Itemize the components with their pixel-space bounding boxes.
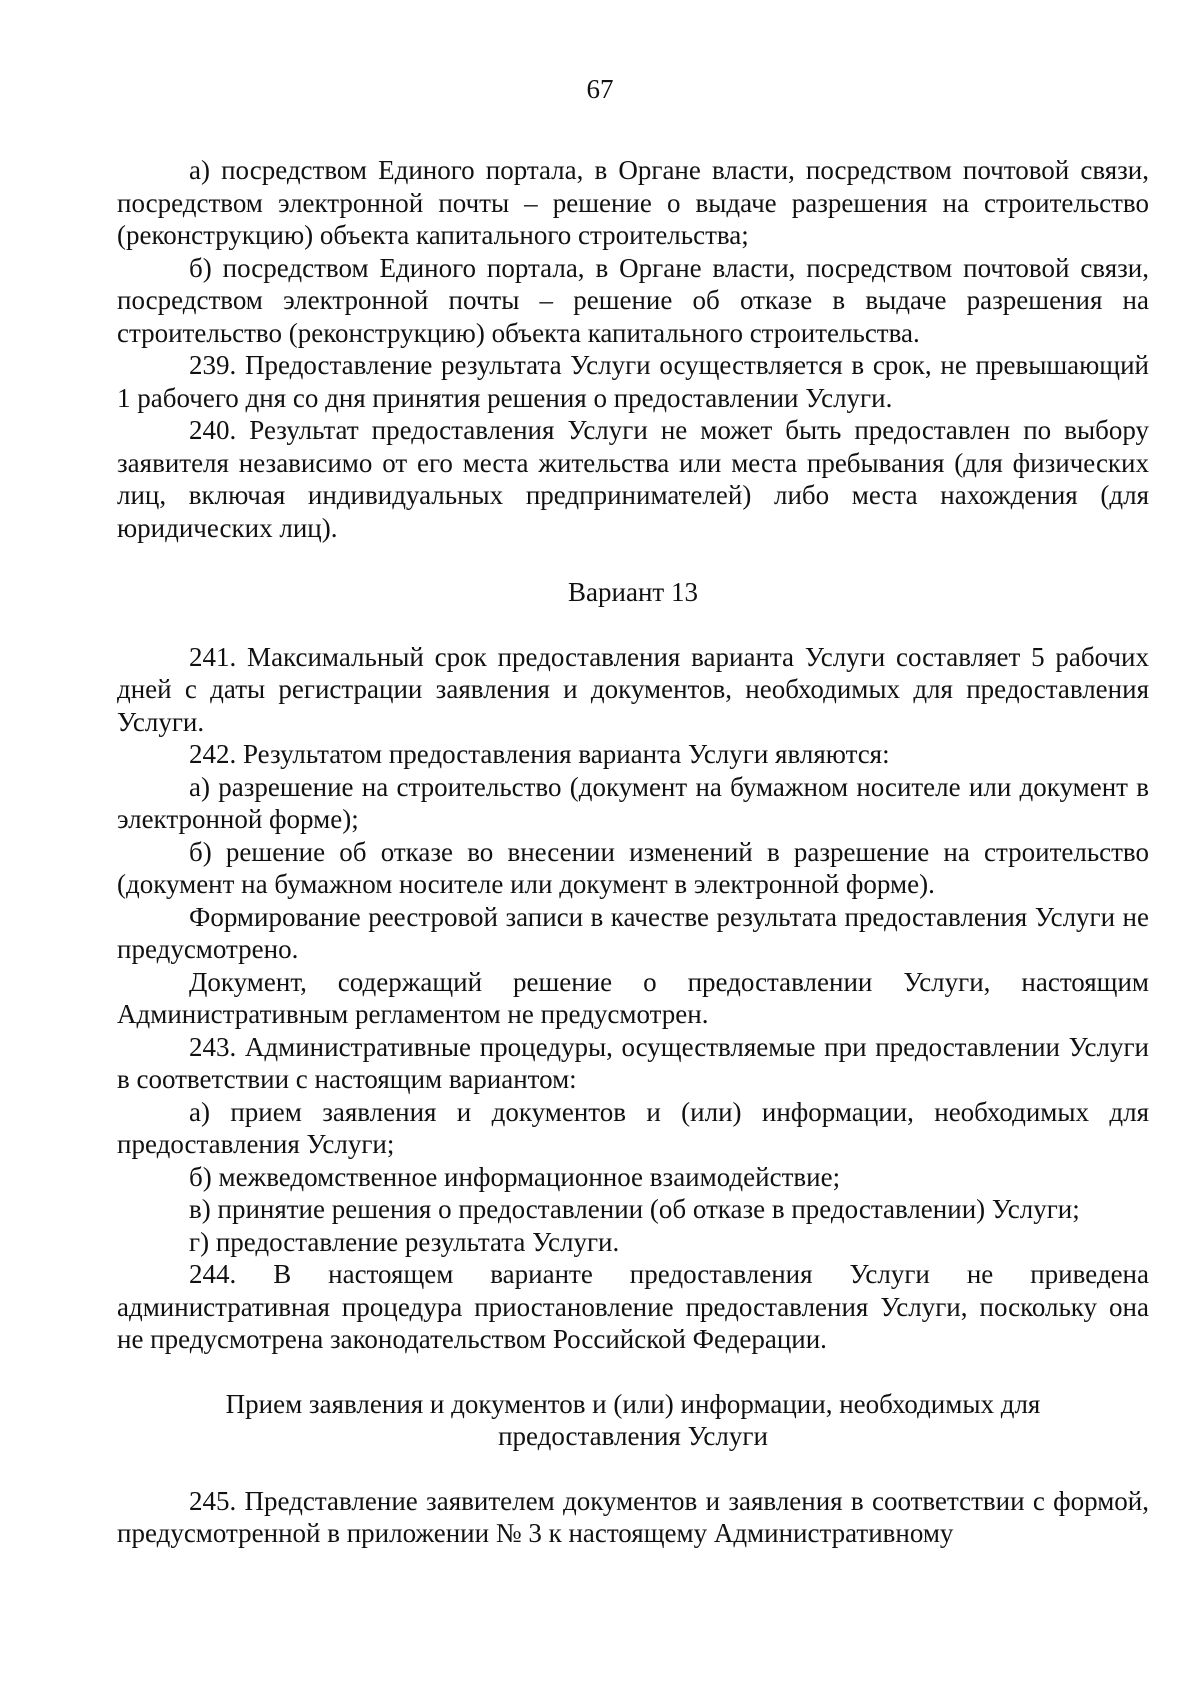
paragraph-243: 243. Административные процедуры, осуществляемые при предоставлении Услуги в соответствии с настоящим вариантом: [117, 1031, 1149, 1094]
paragraph-243-g: г) предоставление результата Услуги. [189, 1226, 620, 1257]
paragraph-242: 242. Результатом предоставления варианта Услуги являются: [189, 739, 890, 769]
paragraph-243-b: б) межведомственное информационное взаимодействие; [189, 1161, 841, 1192]
paragraph-242-b: б) решение об отказе во внесении изменений в разрешение на строительство (документ на бумажном носителе или документ в электронной форме). [117, 836, 1149, 899]
section-heading-application-intake: Прием заявления и документов и (или) информации, необходимых для предоставления Услуги [225, 1388, 1041, 1451]
document-body [117, 154, 1149, 1550]
section-heading-variant: Вариант 13 [568, 577, 698, 607]
paragraph-registry-record: Формирование реестровой записи в качестве результата предоставления Услуги не предусмотрено. [117, 901, 1149, 964]
paragraph-a-portal-permit: а) посредством Единого портала, в Органе власти, посредством почтовой связи, посредством электронной почты – решение о выдаче разрешения на строительство (реконструкцию) объекта капитального строительства; [117, 155, 1149, 250]
paragraph-decision-document: Документ, содержащий решение о предоставлении Услуги, настоящим Административным регламентом не предусмотрен. [117, 966, 1149, 1029]
paragraph-b-portal-refusal: б) посредством Единого портала, в Органе власти, посредством почтовой связи, посредством электронной почты – решение об отказе в выдаче разрешения на строительство (реконструкцию) объекта капитального строительства. [117, 252, 1149, 348]
paragraph-243-v: в) принятие решения о предоставлении (об отказе в предоставлении) Услуги; [189, 1194, 1080, 1224]
paragraph-239: 239. Предоставление результата Услуги осуществляется в срок, не превышающий 1 рабочего дня со дня принятия решения о предоставлении Услуги. [117, 350, 1149, 413]
paragraph-243-a: а) прием заявления и документов и (или) информации, необходимых для предоставления Услуги; [117, 1096, 1149, 1159]
paragraph-241: 241. Максимальный срок предоставления варианта Услуги составляет 5 рабочих дней с даты регистрации заявления и документов, необходимых для предоставления Услуги. [117, 641, 1149, 737]
paragraph-244: 244. В настоящем варианте предоставления Услуги не приведена административная процедура приостановление предоставления Услуги, поскольку она не предусмотрена законодательством Российской Федерации. [117, 1259, 1149, 1354]
paragraph-245: 245. Представление заявителем документов и заявления в соответствии с формой, предусмотренной в приложении № 3 к настоящему Административному [117, 1485, 1149, 1548]
paragraph-242-a: а) разрешение на строительство (документ на бумажном носителе или документ в электронной форме); [117, 771, 1149, 834]
page-number: 67 [586, 74, 614, 104]
paragraph-240: 240. Результат предоставления Услуги не может быть предоставлен по выбору заявителя независимо от его места жительства или места пребывания (для физических лиц, включая индивидуальных предпринимателей) либо места нахождения (для юридических лиц). [117, 415, 1149, 543]
